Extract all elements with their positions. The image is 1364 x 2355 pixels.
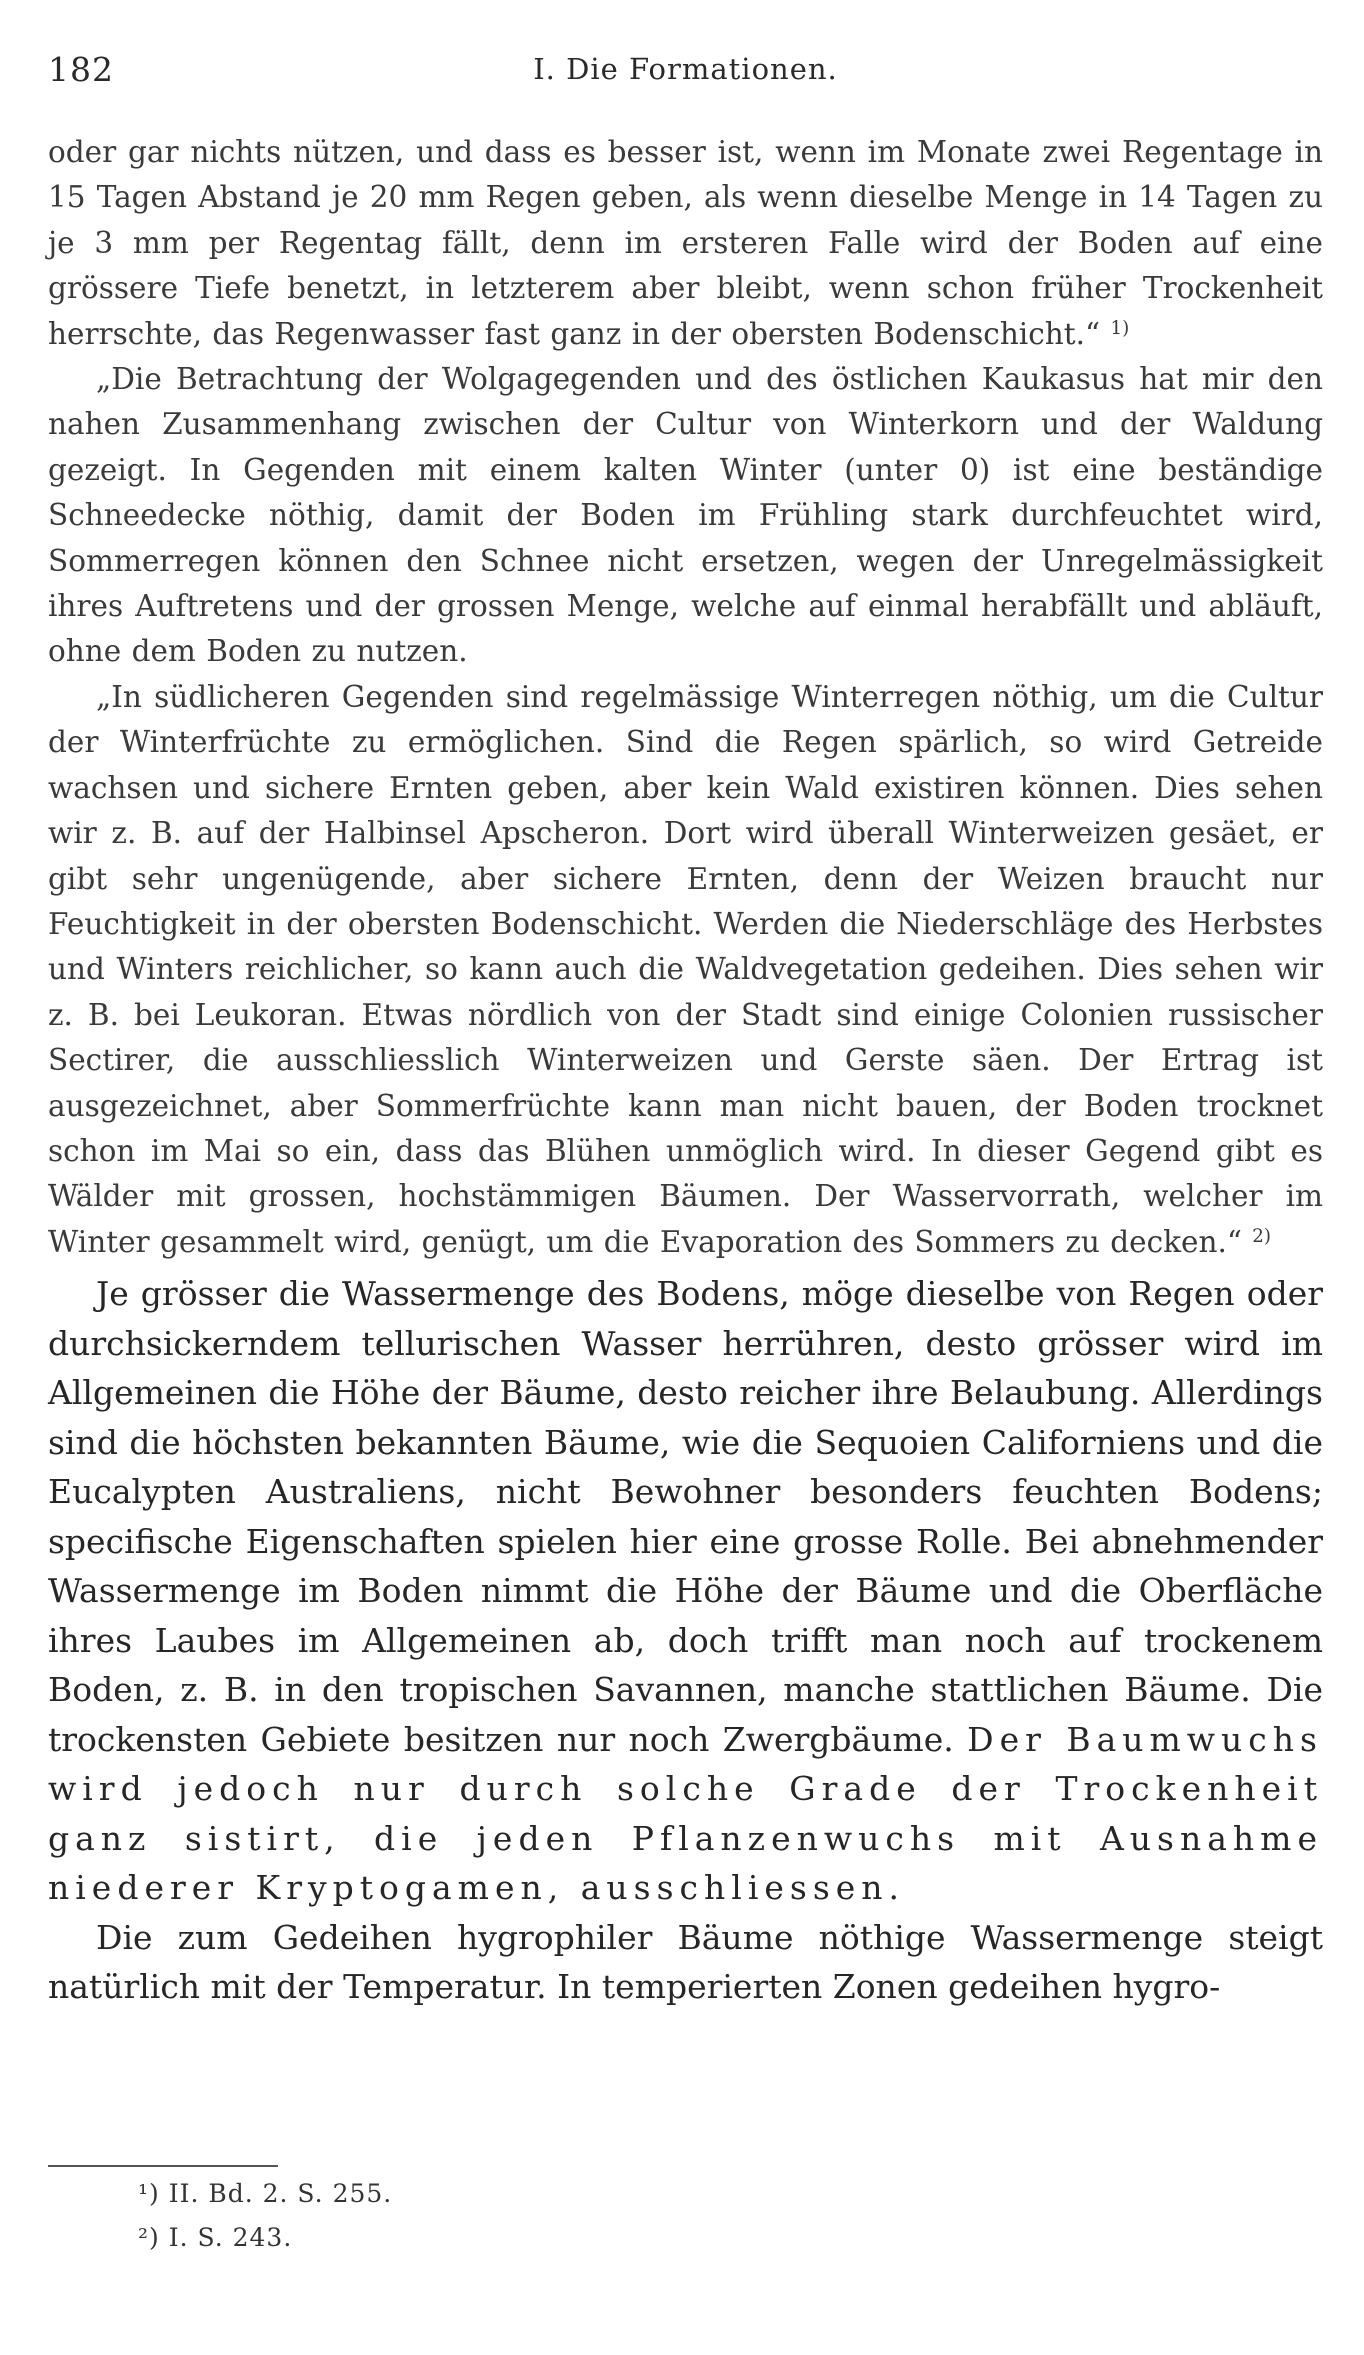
footnote-2: ²) I. S. 243. — [138, 2223, 293, 2252]
paragraph-1 — [48, 130, 1323, 357]
paragraph-3 — [48, 675, 1323, 1265]
paragraph-3-text: „In südlicheren Gegenden sind regelmässige Winterregen nöthig, um die Cultur der Winterfrüchte zu ermöglichen. Sind die Regen spärlich, so wird Getreide wachsen und sichere Ernten geben, aber kein Wald existiren können. Dies sehen wir z. B. auf der Halbinsel Apscheron. Dort wird überall Winterweizen gesäet, er gibt sehr ungenügende, aber sichere Ernten, denn der Weizen braucht nur Feuchtigkeit in der obersten Bodenschicht. Werden die Niederschläge des Herbstes und Winters reichlicher, so kann auch die Waldvegetation gedeihen. Dies sehen wir z. B. bei Leukoran. Etwas nördlich von der Stadt sind einige Colonien russischer Sectirer, die ausschliesslich Winterweizen und Gerste säen. Der Ertrag ist ausgezeichnet, aber Sommerfrüchte kann man nicht bauen, der Boden trocknet schon im Mai so ein, dass das Blühen unmöglich wird. In dieser Gegend gibt es Wälder mit grossen, hochstämmigen Bäumen. Der Wasservorrath, welcher im Winter gesammelt wird, genügt, um die Evaporation des Sommers zu decken.“ — [48, 679, 1323, 1259]
footnote-ref-2: 2) — [1252, 1225, 1272, 1247]
paragraph-1-text: oder gar nichts nützen, und dass es besser ist, wenn im Monate zwei Regentage in 15 Tagen Abstand je 20 mm Regen geben, als wenn dieselbe Menge in 14 Tagen zu je 3 mm per Regentag fällt, denn im ersteren Falle wird der Boden auf eine grössere Tiefe benetzt, in letzterem aber bleibt, wenn schon früher Trockenheit herrschte, das Regenwasser fast ganz in der obersten Bodenschicht.“ — [48, 135, 1323, 351]
footnotes — [138, 2172, 392, 2260]
paragraph-2-text: „Die Betrachtung der Wolgagegenden und des östlichen Kaukasus hat mir den nahen Zusammenhang zwischen der Cultur von Winterkorn und der Waldung gezeigt. In Gegenden mit einem kalten Winter (unter 0) ist eine beständige Schneedecke nöthig, damit der Boden im Frühling stark durchfeuchtet wird, Sommerregen können den Schnee nicht ersetzen, wegen der Unregelmässigkeit ihres Auftretens und der grossen Menge, welche auf einmal herabfällt und abläuft, ohne dem Boden zu nutzen. — [48, 362, 1323, 669]
paragraph-5 — [48, 1913, 1323, 2012]
paragraph-4-text: Je grösser die Wassermenge des Bodens, möge dieselbe von Regen oder durchsickerndem tellurischen Wasser herrühren, desto grösser wird im Allgemeinen die Höhe der Bäume, desto reicher ihre Belaubung. Allerdings sind die höchsten bekannten Bäume, wie die Sequoien Californiens und die Eucalypten Australiens, nicht Bewohner besonders feuchten Bodens; specifische Eigenschaften spielen hier eine grosse Rolle. Bei abnehmender Wassermenge im Boden nimmt die Höhe der Bäume und die Oberfläche ihres Laubes im Allgemeinen ab, doch trifft man noch auf trockenem Boden, z. B. in den tropischen Savannen, manche stattlichen Bäume. Die trockensten Gebiete besitzen nur noch Zwergbäume. — [48, 1274, 1323, 1759]
paragraph-4 — [48, 1269, 1323, 1913]
footnote-ref-1: 1) — [1110, 317, 1130, 339]
paragraph-4-spaced-text: Der Baumwuchs wird jedoch nur durch solche Grade der Trockenheit ganz sistirt, die jeden Pflanzenwuchs mit Ausnahme niederer Kryptogamen, ausschliessen. — [48, 1719, 1323, 1908]
running-title: I. Die Formationen. — [533, 52, 838, 86]
body-text — [48, 130, 1323, 2012]
footnote-divider — [48, 2165, 278, 2167]
paragraph-5-text: Die zum Gedeihen hygrophiler Bäume nöthige Wassermenge steigt natürlich mit der Temperatur. In temperierten Zonen gedeihen hygro- — [48, 1917, 1323, 2007]
page-header — [48, 50, 1323, 94]
paragraph-2 — [48, 357, 1323, 675]
page-number: 182 — [48, 50, 114, 89]
footnote-1: ¹) II. Bd. 2. S. 255. — [138, 2179, 393, 2208]
